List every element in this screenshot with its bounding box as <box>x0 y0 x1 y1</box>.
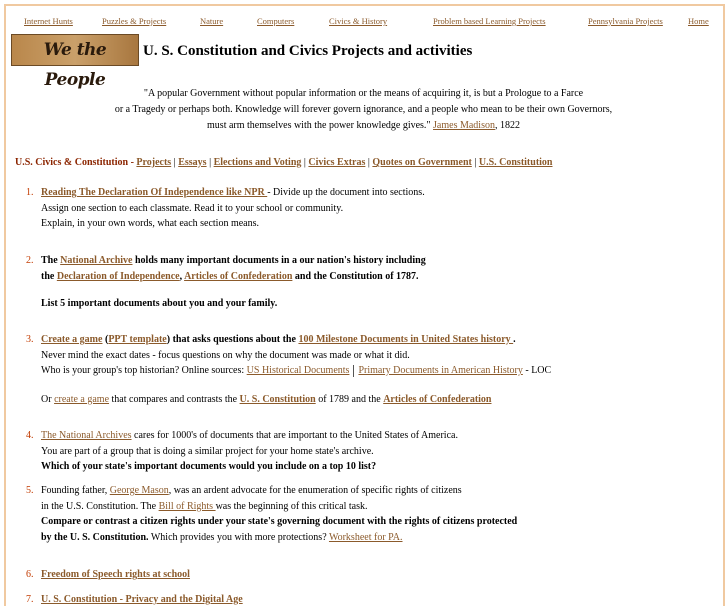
we-the-people-logo: We the People <box>11 34 139 66</box>
declaration-link[interactable]: Declaration of Independence <box>56 270 180 282</box>
primary-documents-link[interactable]: Primary Documents in American History <box>358 365 523 376</box>
madison-quote <box>0 86 727 134</box>
section-label: U.S. Civics & Constitution - <box>15 157 137 168</box>
us-constitution-link[interactable]: U. S. Constitution <box>239 393 316 405</box>
quote-line-1: "A popular Government without popular information or the means of acquiring it, is but a Prologue to a Farce <box>143 88 584 99</box>
item-number: 1. <box>26 187 34 198</box>
item-number: 3. <box>26 334 34 345</box>
item-number: 6. <box>26 569 34 580</box>
item-number: 5. <box>26 485 34 496</box>
create-game-link[interactable]: Create a game <box>41 334 103 345</box>
divider <box>353 365 354 377</box>
npr-declaration-link[interactable]: Reading The Declaration Of Independence like NPR <box>41 187 268 198</box>
nav-internet-hunts[interactable]: Internet Hunts <box>24 16 73 26</box>
nav-computers[interactable]: Computers <box>257 16 295 26</box>
page-title: U. S. Constitution and Civics Projects and activities <box>143 43 473 59</box>
nav-pennsylvania-projects[interactable]: Pennsylvania Projects <box>588 16 663 26</box>
privacy-digital-age-link[interactable]: U. S. Constitution - Privacy and the Digital Age <box>41 594 243 605</box>
george-mason-link[interactable]: George Mason <box>109 485 169 496</box>
create-game-link-2[interactable]: create a game <box>54 393 110 405</box>
section-link-essays[interactable]: Essays <box>178 157 207 168</box>
top-nav <box>0 16 727 30</box>
worksheet-pa-link[interactable]: Worksheet for PA. <box>328 531 403 543</box>
james-madison-link[interactable]: James Madison <box>433 120 495 131</box>
nav-puzzles-projects[interactable]: Puzzles & Projects <box>102 16 167 26</box>
item-number: 4. <box>26 430 34 441</box>
quote-line-2: or a Tragedy or perhaps both. Knowledge will forever govern ignorance, and a people who mean to be their own Governors, <box>114 104 613 115</box>
nav-nature[interactable]: Nature <box>200 16 224 26</box>
section-link-constitution[interactable]: U.S. Constitution <box>478 157 553 168</box>
bill-of-rights-link[interactable]: Bill of Rights <box>158 500 216 512</box>
national-archives-link[interactable]: The National Archives <box>41 430 132 441</box>
section-link-elections[interactable]: Elections and Voting <box>213 157 302 168</box>
freedom-of-speech-link[interactable]: Freedom of Speech rights at school <box>41 569 190 580</box>
articles-link[interactable]: Articles of Confederation <box>184 270 293 282</box>
section-link-quotes[interactable]: Quotes on Government <box>372 157 472 168</box>
articles-confederation-link[interactable]: Articles of Confederation <box>383 393 492 405</box>
national-archive-link[interactable]: National Archive <box>60 255 133 266</box>
milestone-documents-link[interactable]: 100 Milestone Documents in United States history <box>298 334 514 345</box>
section-nav: U.S. Civics & Constitution - Projects | Essays | Elections and Voting | Civics Extras | Quotes on Government | U.S. Constitution <box>15 157 553 168</box>
us-historical-documents-link[interactable]: US Historical Documents <box>246 365 350 376</box>
quote-line-3: must arm themselves with the power knowledge gives." James Madison, 1822 <box>207 120 520 131</box>
section-link-civics-extras[interactable]: Civics Extras <box>308 157 366 168</box>
ppt-template-link[interactable]: PPT template <box>108 334 167 345</box>
nav-problem-based-learning[interactable]: Problem based Learning Projects <box>433 16 546 26</box>
item-number: 2. <box>26 255 34 266</box>
nav-civics-history[interactable]: Civics & History <box>329 16 388 26</box>
section-link-projects[interactable]: Projects <box>136 157 172 168</box>
item-number: 7. <box>26 594 34 605</box>
nav-home[interactable]: Home <box>688 16 709 26</box>
